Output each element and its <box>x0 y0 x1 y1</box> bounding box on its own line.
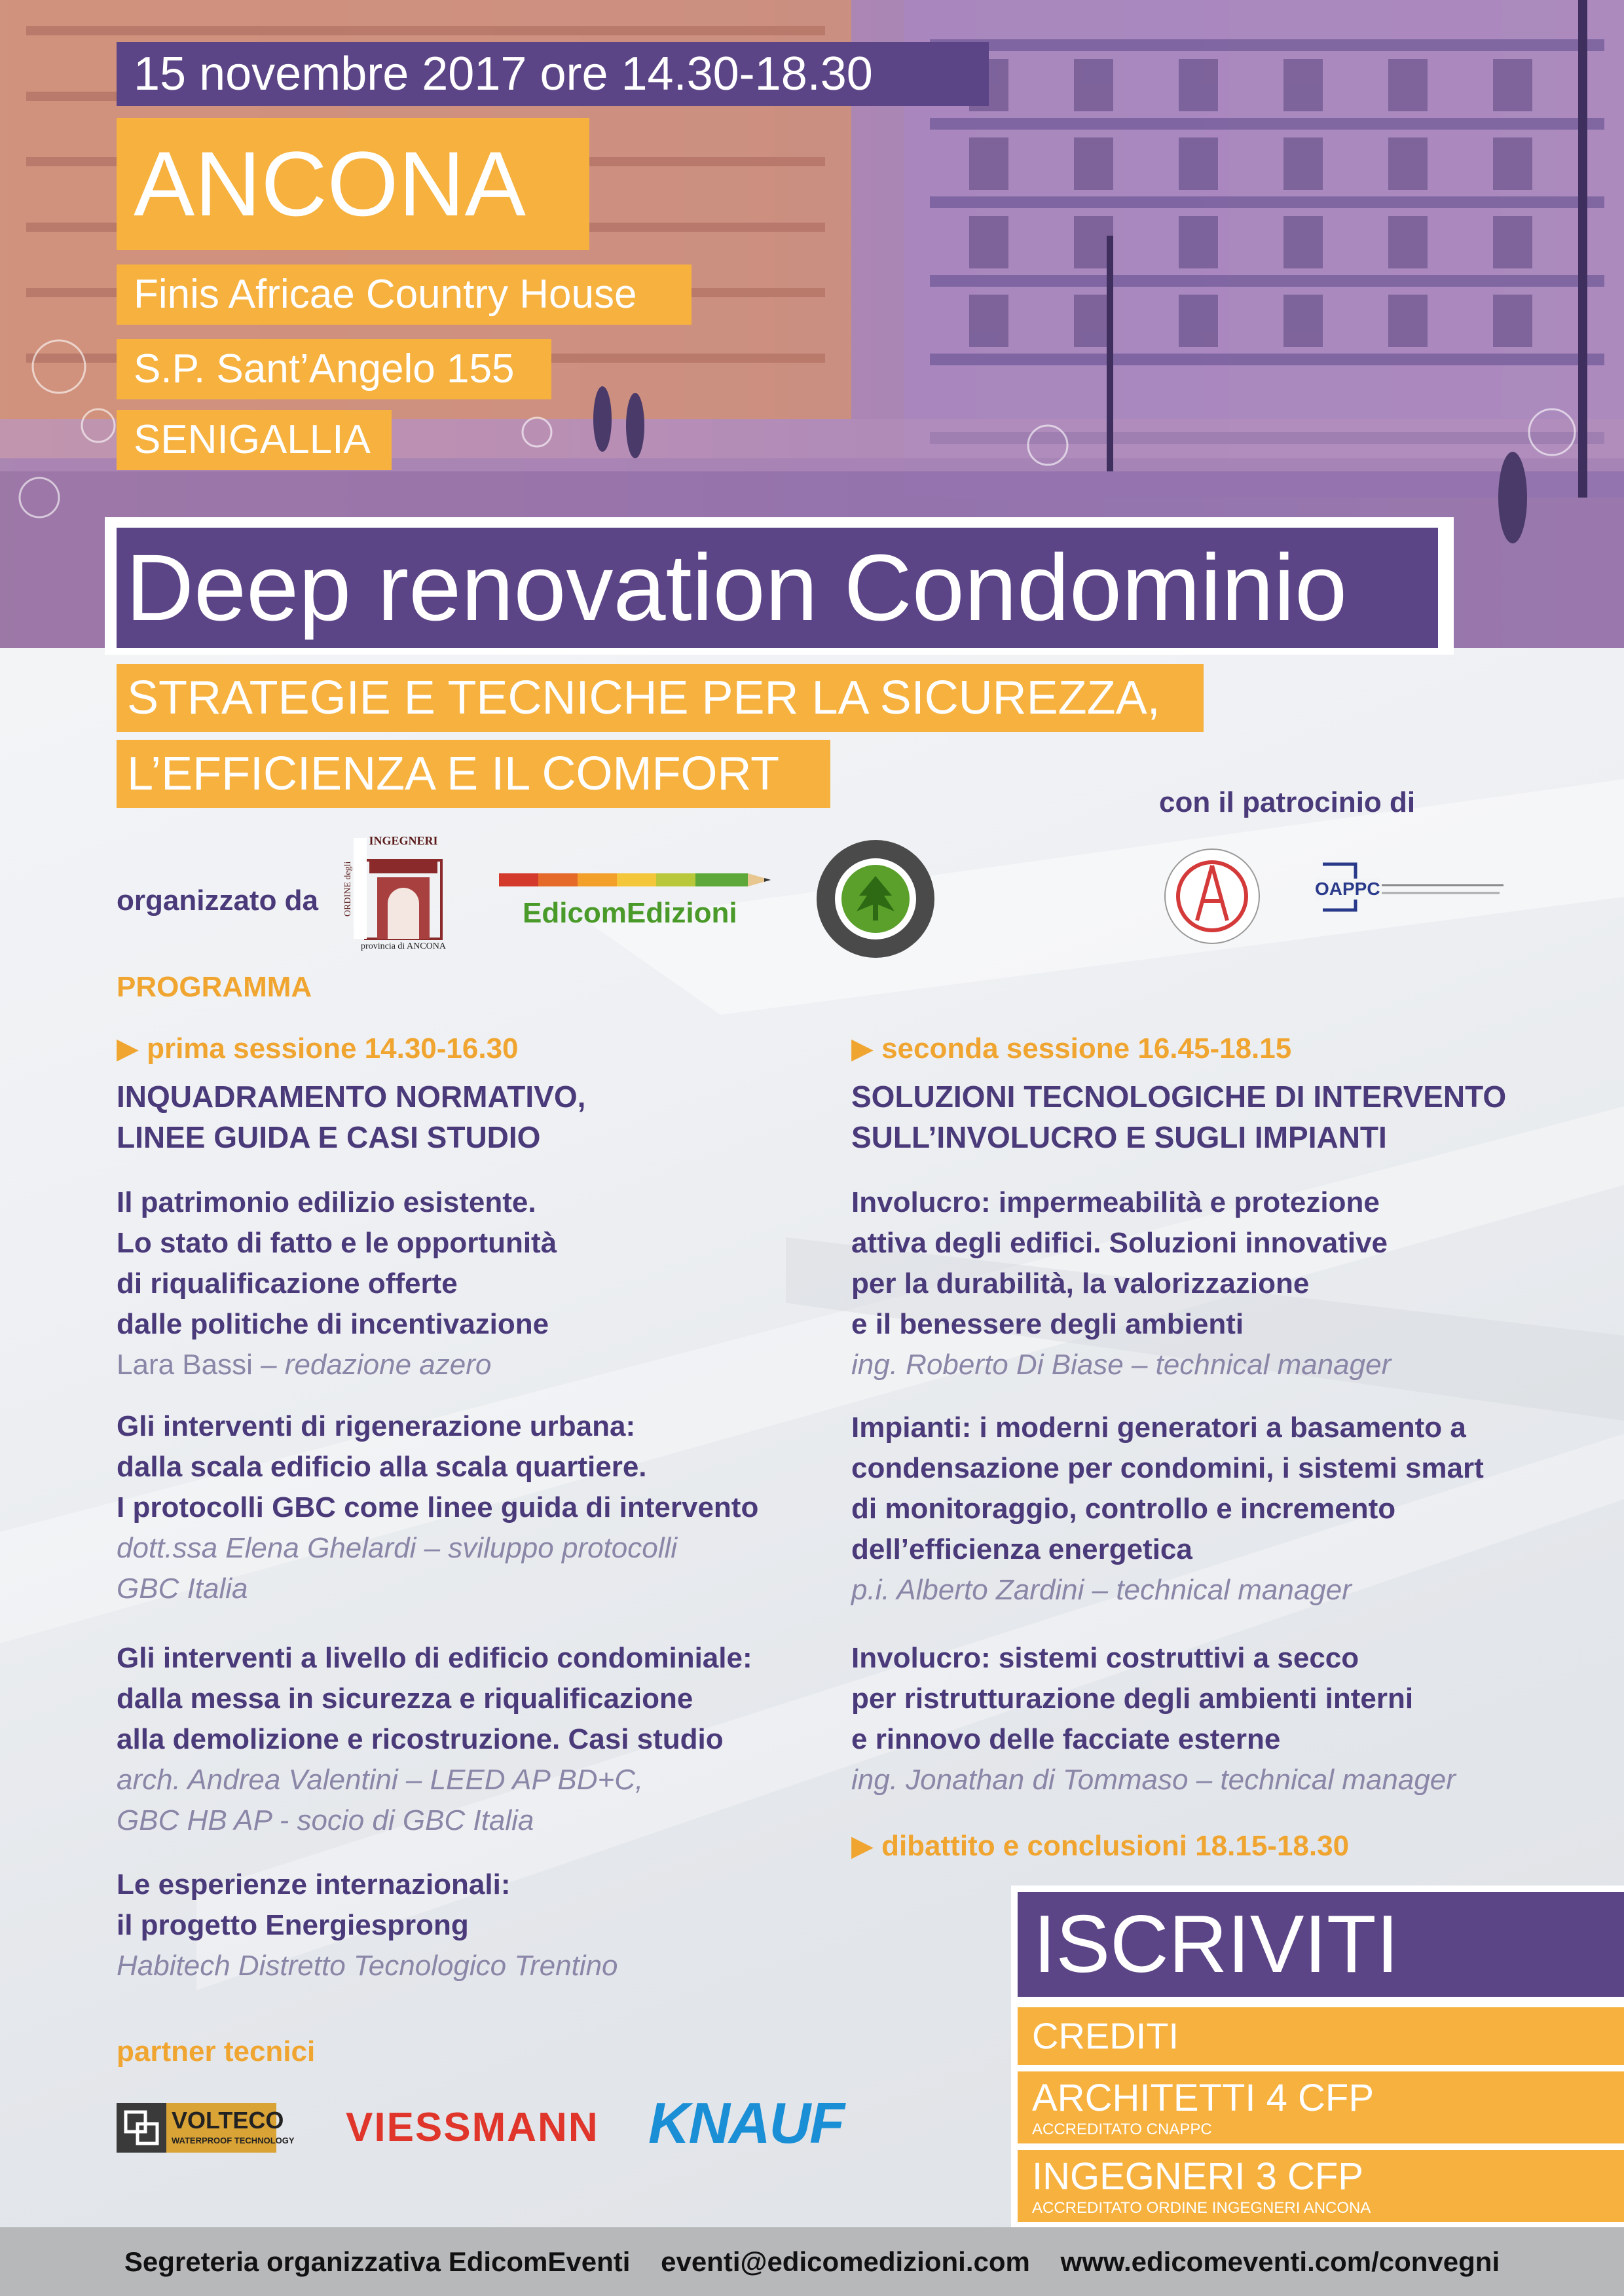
talk-line: I protocolli GBC come linee guida di intervento <box>117 1491 759 1523</box>
talk-line: attiva degli edifici. Soluzioni innovative <box>851 1227 1388 1259</box>
talk-line: per ristrutturazione degli ambienti interni <box>851 1683 1414 1715</box>
event-date: 15 novembre 2017 ore 14.30-18.30 <box>117 42 989 106</box>
session2-talk-2 <box>851 1408 1484 1611</box>
speaker: dott.ssa Elena Ghelardi – sviluppo protocolli <box>117 1532 678 1564</box>
speaker: ing. Jonathan di Tommaso – technical manager <box>851 1764 1456 1796</box>
speaker: Habitech Distretto Tecnologico Trentino <box>117 1950 618 1982</box>
event-city: ANCONA <box>117 118 589 250</box>
subtitle-line-1: STRATEGIE E TECNICHE PER LA SICUREZZA, <box>117 664 1204 732</box>
credits-architects <box>1018 2071 1624 2143</box>
page-title: Deep renovation Condominio <box>117 528 1438 648</box>
closing-session: ▶ dibattito e conclusioni 18.15-18.30 <box>851 1830 1350 1862</box>
gbc-italia-logo <box>815 838 936 960</box>
session1-label: ▶ prima sessione 14.30-16.30 <box>117 1032 519 1065</box>
pencil-icon <box>499 871 781 890</box>
speaker-role: – redazione azero <box>252 1349 492 1381</box>
session2-heading-1: SOLUZIONI TECNOLOGICHE DI INTERVENTO <box>851 1080 1507 1114</box>
subtitle-line-2: L’EFFICIENZA E IL COMFORT <box>117 740 830 808</box>
speaker <box>117 1345 557 1385</box>
talk-line: dalla scala edificio alla scala quartiere. <box>117 1451 647 1483</box>
talk-line: Il patrimonio edilizio esistente. <box>117 1186 536 1218</box>
talk-line: Lo stato di fatto e le opportunità <box>117 1227 557 1259</box>
session1-heading-1: INQUADRAMENTO NORMATIVO, <box>117 1080 586 1114</box>
ordine-top: ORDINE degli <box>343 861 353 917</box>
talk-line: Impianti: i moderni generatori a basamento a <box>851 1412 1466 1444</box>
event-town: SENIGALLIA <box>117 410 392 470</box>
session2-heading-2: SULL’INVOLUCRO E SUGLI IMPIANTI <box>851 1120 1387 1154</box>
session2-talk-3 <box>851 1638 1456 1800</box>
talk-line: Involucro: impermeabilità e protezione <box>851 1186 1380 1218</box>
credits-architects-value: ARCHITETTI 4 CFP <box>1032 2077 1375 2119</box>
session1-heading-2: LINEE GUIDA E CASI STUDIO <box>117 1120 541 1154</box>
speaker: p.i. Alberto Zardini – technical manager <box>851 1574 1352 1606</box>
session1-talk-1 <box>117 1182 557 1385</box>
patronage-label: con il patrocinio di <box>1159 786 1416 818</box>
volteco-name: VOLTECO <box>172 2107 284 2134</box>
viessmann-logo[interactable]: VIESSMANN <box>346 2105 599 2150</box>
credits-label: CREDITI <box>1018 2007 1624 2065</box>
talk-line: Gli interventi a livello di edificio condominiale: <box>117 1642 752 1674</box>
talk-line: Gli interventi di rigenerazione urbana: <box>117 1410 636 1442</box>
talk-line: di riqualificazione offerte <box>117 1267 458 1300</box>
register-button[interactable]: ISCRIVITI <box>1018 1892 1624 1997</box>
speaker-name: Lara Bassi <box>117 1349 253 1381</box>
talk-line: e il benessere degli ambienti <box>851 1308 1244 1340</box>
ordine-name: INGEGNERI <box>369 834 438 847</box>
talk-line: e rinnovo delle facciate esterne <box>851 1723 1281 1755</box>
volteco-tag: WATERPROOF TECHNOLOGY <box>172 2136 295 2145</box>
edicom-name: EdicomEdizioni <box>523 897 737 929</box>
partners-label: partner tecnici <box>117 2035 316 2068</box>
speaker: arch. Andrea Valentini – LEED AP BD+C, <box>117 1764 644 1796</box>
speaker: ing. Roberto Di Biase – technical manager <box>851 1349 1392 1381</box>
session2-label: ▶ seconda sessione 16.45-18.15 <box>851 1032 1292 1065</box>
ordine-province: provincia di ANCONA <box>361 941 446 951</box>
geometri-logo <box>1156 847 1268 945</box>
footer-contacts[interactable]: Segreteria organizzativa EdicomEventi eventi@edicomedizioni.com www.edicomeventi.com/convegni <box>124 2246 1500 2277</box>
credits-architects-accreditation: ACCREDITATO CNAPPC <box>1032 2121 1212 2138</box>
talk-line: alla demolizione e ricostruzione. Casi studio <box>117 1723 724 1755</box>
speaker: GBC Italia <box>117 1573 248 1605</box>
talk-line: condensazione per condomini, i sistemi smart <box>851 1452 1484 1484</box>
volteco-mark-icon <box>117 2103 166 2153</box>
compass-seal-icon <box>1156 847 1268 945</box>
edicom-logo <box>499 871 781 930</box>
talk-line: dell’efficienza energetica <box>851 1533 1192 1565</box>
session1-talk-3 <box>117 1638 752 1841</box>
programma-label: PROGRAMMA <box>117 971 312 1003</box>
talk-line: di monitoraggio, controllo e incremento <box>851 1493 1396 1525</box>
credits-engineers-accreditation: ACCREDITATO ORDINE INGEGNERI ANCONA <box>1032 2199 1371 2217</box>
speaker: GBC HB AP - socio di GBC Italia <box>117 1804 534 1836</box>
session2-talk-1 <box>851 1182 1391 1385</box>
event-address: S.P. Sant’Angelo 155 <box>117 339 551 399</box>
credits-engineers-value: INGEGNERI 3 CFP <box>1032 2155 1363 2198</box>
ordine-ingegneri-logo <box>343 834 456 960</box>
talk-line: dalla messa in sicurezza e riqualificazione <box>117 1683 693 1715</box>
talk-line: il progetto Energiesprong <box>117 1909 469 1941</box>
talk-line: Involucro: sistemi costruttivi a secco <box>851 1642 1359 1674</box>
oappc-logo <box>1310 858 1506 923</box>
talk-line: Le esperienze internazionali: <box>117 1868 511 1901</box>
volteco-logo[interactable] <box>117 2103 295 2153</box>
footer-bar <box>0 2227 1624 2296</box>
talk-line: per la durabilità, la valorizzazione <box>851 1267 1310 1300</box>
talk-line: dalle politiche di incentivazione <box>117 1308 549 1340</box>
oappc-name: OAPPC <box>1315 879 1380 899</box>
gbc-leaf-icon <box>815 838 936 960</box>
credits-engineers <box>1018 2150 1624 2222</box>
knauf-logo[interactable]: KNAUF <box>648 2090 843 2155</box>
organized-label: organizzato da <box>117 884 319 917</box>
event-venue: Finis Africae Country House <box>117 264 692 325</box>
session1-talk-4 <box>117 1865 618 1986</box>
session1-talk-2 <box>117 1406 758 1609</box>
